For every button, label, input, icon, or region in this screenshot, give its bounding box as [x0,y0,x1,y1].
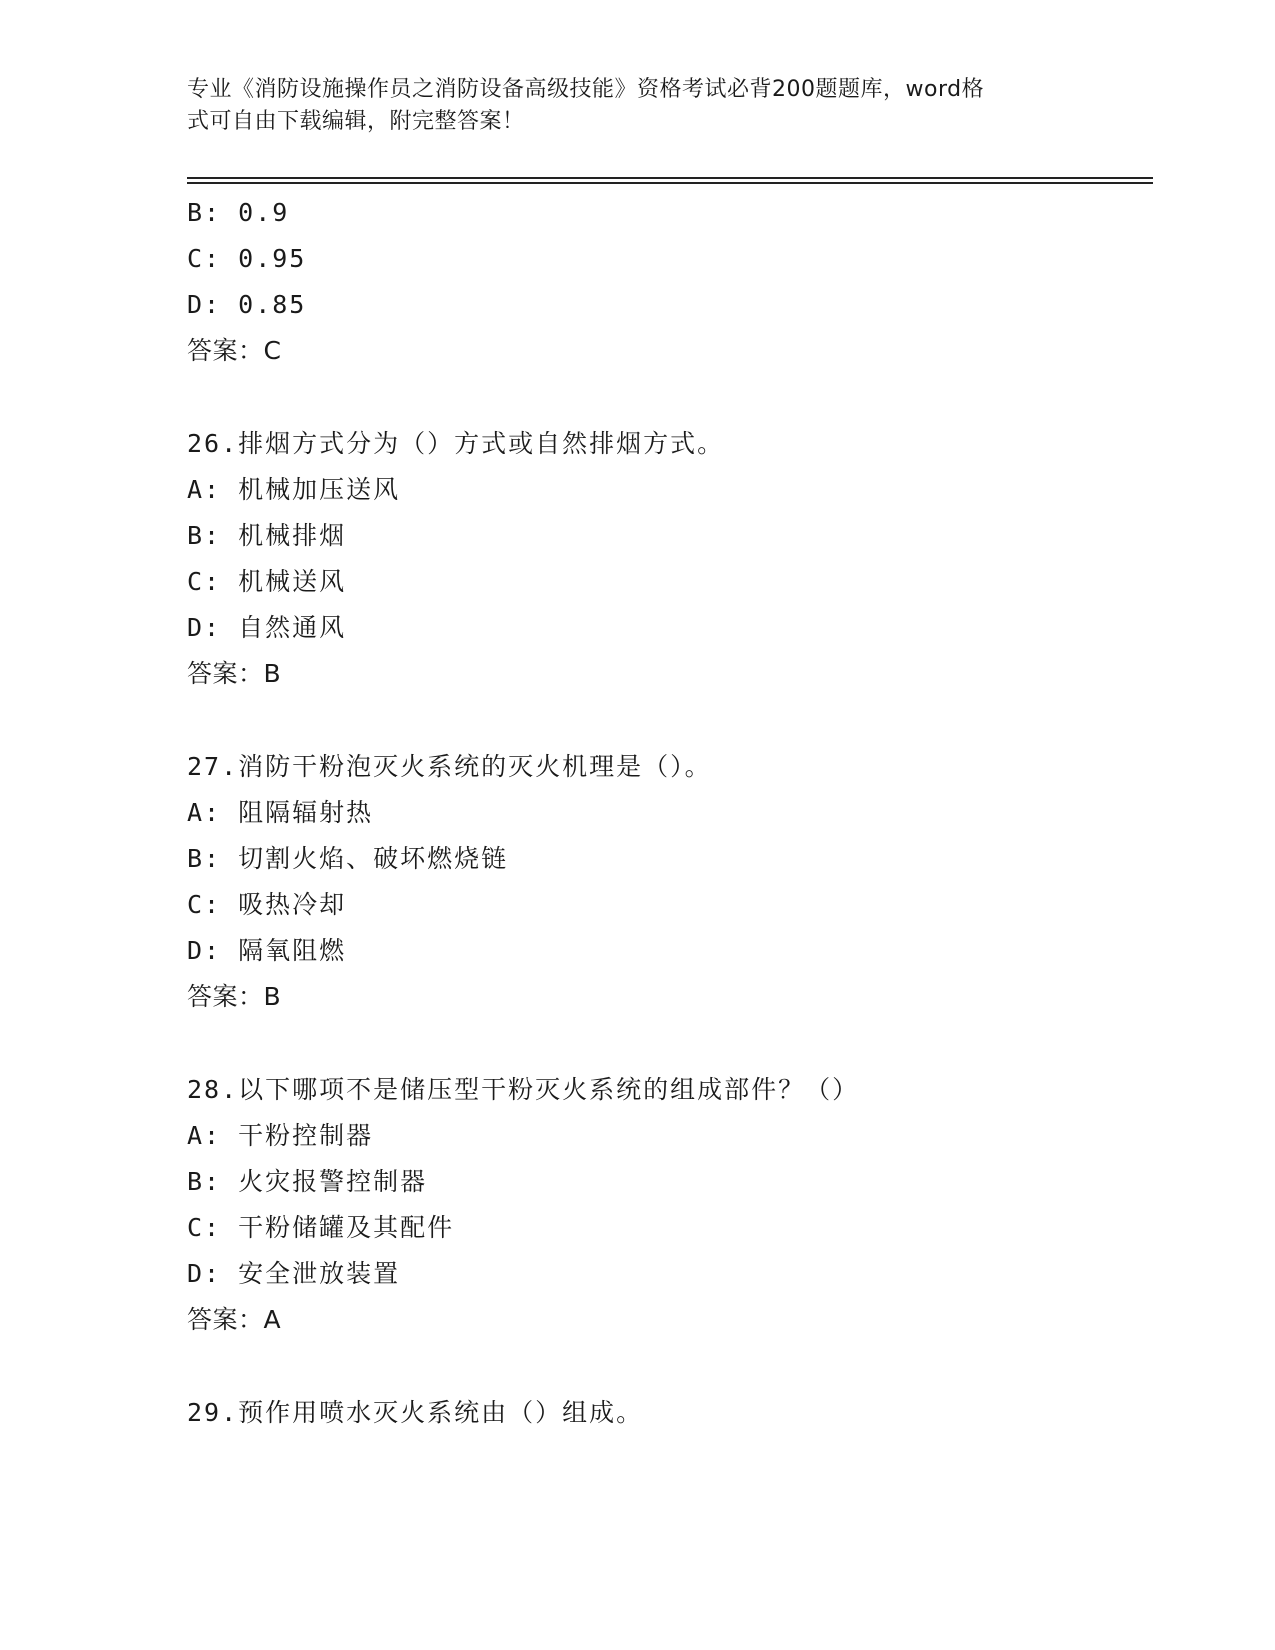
question-block-29 [187,1390,1147,1436]
question-stem: 28.以下哪项不是储压型干粉灭火系统的组成部件？（） [187,1075,860,1104]
answer-line: 答案：A [187,1305,282,1334]
option-b: B: 切割火焰、破坏燃烧链 [187,844,509,873]
document-body [187,190,1147,1436]
option-c: C: 机械送风 [187,567,347,596]
option-b: B: 火灾报警控制器 [187,1167,428,1196]
header-divider-top [187,177,1153,179]
header-line-2: 式可自由下载编辑，附完整答案！ [187,109,525,134]
option-a: A: 机械加压送风 [187,475,401,504]
option-b: B: 0.9 [187,198,290,227]
answer-line: 答案：C [187,336,282,365]
option-c: C: 干粉储罐及其配件 [187,1213,455,1242]
question-stem: 29.预作用喷水灭火系统由（）组成。 [187,1398,644,1427]
header-line-1: 专业《消防设施操作员之消防设备高级技能》资格考试必背200题题库，word格 [187,77,985,102]
answer-line: 答案：B [187,982,282,1011]
option-b: B: 机械排烟 [187,521,347,550]
option-a: A: 阻隔辐射热 [187,798,374,827]
option-d: D: 隔氧阻燃 [187,936,347,965]
option-d: D: 自然通风 [187,613,347,642]
question-block-27 [187,744,1147,1020]
question-stem: 27.消防干粉泡灭火系统的灭火机理是（）。 [187,752,712,781]
question-stem: 26.排烟方式分为（）方式或自然排烟方式。 [187,429,725,458]
option-d: D: 0.85 [187,290,307,319]
answer-line: 答案：B [187,659,282,688]
question-block-26 [187,421,1147,697]
header-divider-bottom [187,182,1153,184]
question-block-25 [187,190,1147,374]
option-a: A: 干粉控制器 [187,1121,374,1150]
question-block-28 [187,1067,1147,1343]
document-header [187,74,1067,138]
option-d: D: 安全泄放装置 [187,1259,401,1288]
option-c: C: 吸热冷却 [187,890,347,919]
option-c: C: 0.95 [187,244,307,273]
